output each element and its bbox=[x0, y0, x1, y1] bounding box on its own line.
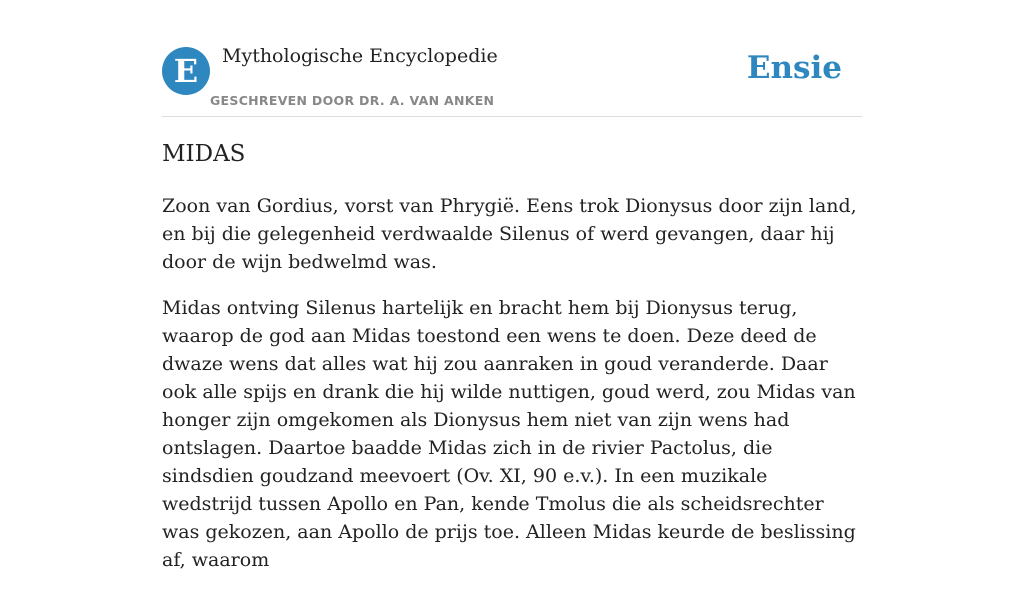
author-line: GESCHREVEN DOOR DR. A. VAN ANKEN bbox=[210, 93, 495, 108]
ensie-brand-logo[interactable]: Ensie bbox=[746, 50, 842, 86]
header bbox=[162, 0, 862, 117]
article-paragraph: Midas ontving Silenus hartelijk en bracht hem bij Dionysus terug, waarop de god aan Midas toestond een wens te doen. Deze deed de dwaze wens dat alles wat hij zou aanraken in goud veranderde. Daar ook alle spijs en drank die hij wilde nuttigen, goud werd, zou Midas van honger zijn omgekomen als Dionysus hem niet van zijn wens had ontslagen. Daartoe baadde Midas zich in de rivier Pactolus, die sindsdien goudzand meevoert (Ov. XI, 90 e.v.). In een muzikale wedstrijd tussen Apollo en Pan, kende Tmolus die als scheidsrechter was gekozen, aan Apollo de prijs toe. Alleen Midas keurde de beslissing af, waarom bbox=[162, 297, 856, 571]
article-paragraph: Zoon van Gordius, vorst van Phrygië. Eens trok Dionysus door zijn land, en bij die gelegenheid verdwaalde Silenus of werd gevangen, daar hij door de wijn bedwelmd was. bbox=[162, 195, 857, 273]
article-title: MIDAS bbox=[162, 141, 246, 167]
article bbox=[162, 138, 862, 592]
encyclopedia-title-link[interactable]: Mythologische Encyclopedie bbox=[222, 45, 498, 67]
encyclopedia-logo-icon[interactable]: E bbox=[162, 47, 210, 95]
